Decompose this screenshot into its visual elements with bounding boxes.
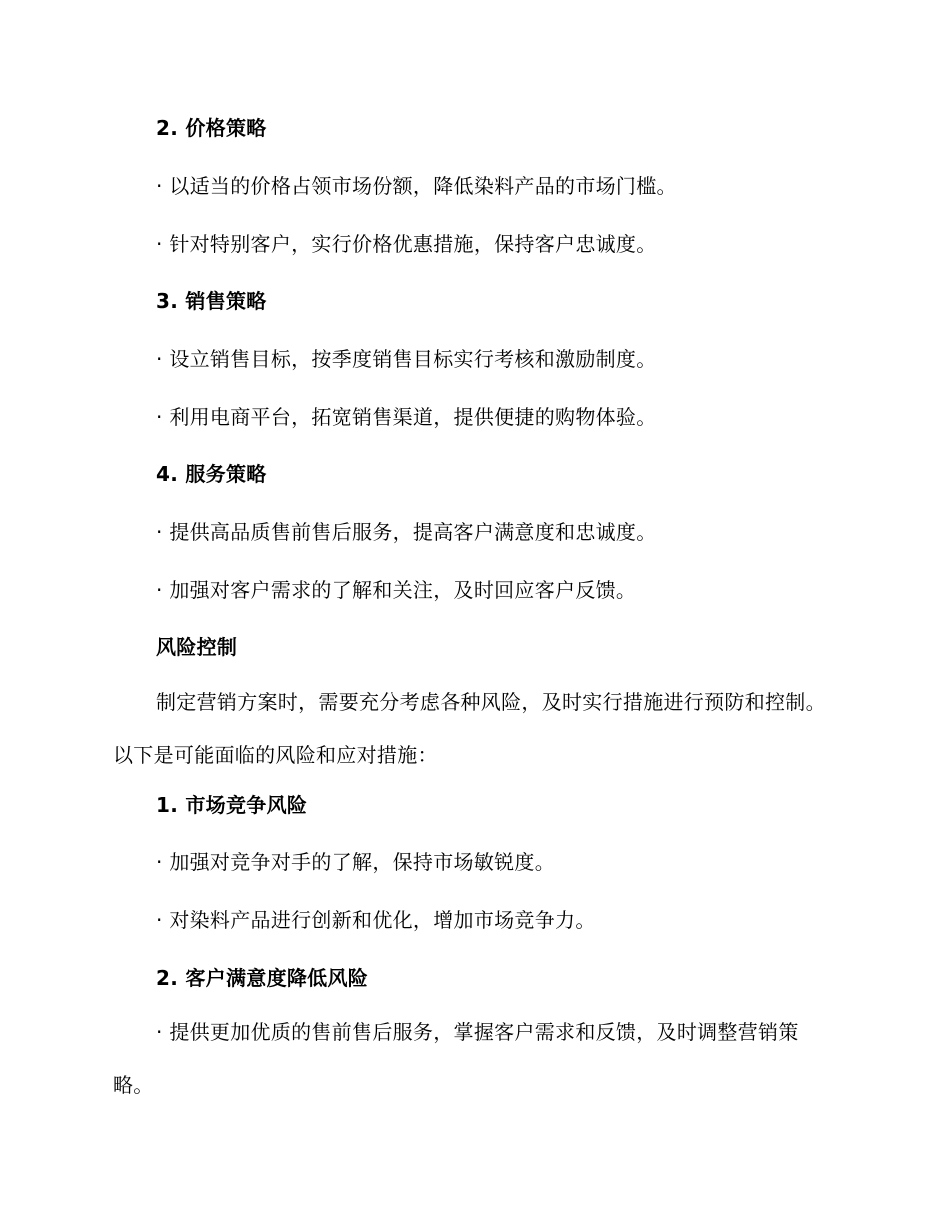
price-strategy-item-1: · 以适当的价格占领市场份额，降低染料产品的市场门槛。 xyxy=(156,174,677,198)
risk-control-intro: 制定营销方案时，需要充分考虑各种风险，及时实行措施进行预防和控制。以下是可能面临的风险和应对措施： xyxy=(113,690,826,767)
price-strategy-item-2: · 针对特别客户，实行价格优惠措施，保持客户忠诚度。 xyxy=(156,232,657,256)
market-competition-heading: 1. 市场竞争风险 xyxy=(156,793,308,817)
satisfaction-risk-heading: 2. 客户满意度降低风险 xyxy=(156,966,369,990)
market-competition-item-2: · 对染料产品进行创新和优化，增加市场竞争力。 xyxy=(156,908,596,932)
sales-strategy-item-2: · 利用电商平台，拓宽销售渠道，提供便捷的购物体验。 xyxy=(156,405,657,429)
satisfaction-risk-item-1: · 提供更加优质的售前售后服务，掌握客户需求和反馈，及时调整营销策略。 xyxy=(113,1020,799,1097)
service-strategy-item-2: · 加强对客户需求的了解和关注，及时回应客户反馈。 xyxy=(156,578,637,602)
service-strategy-item-1: · 提供高品质售前售后服务，提高客户满意度和忠诚度。 xyxy=(156,520,657,544)
service-strategy-heading: 4. 服务策略 xyxy=(156,462,267,486)
sales-strategy-item-1: · 设立销售目标，按季度销售目标实行考核和激励制度。 xyxy=(156,347,657,371)
price-strategy-heading: 2. 价格策略 xyxy=(156,116,267,140)
sales-strategy-heading: 3. 销售策略 xyxy=(156,289,267,313)
risk-control-title: 风险控制 xyxy=(156,635,238,659)
market-competition-item-1: · 加强对竞争对手的了解，保持市场敏锐度。 xyxy=(156,850,556,874)
